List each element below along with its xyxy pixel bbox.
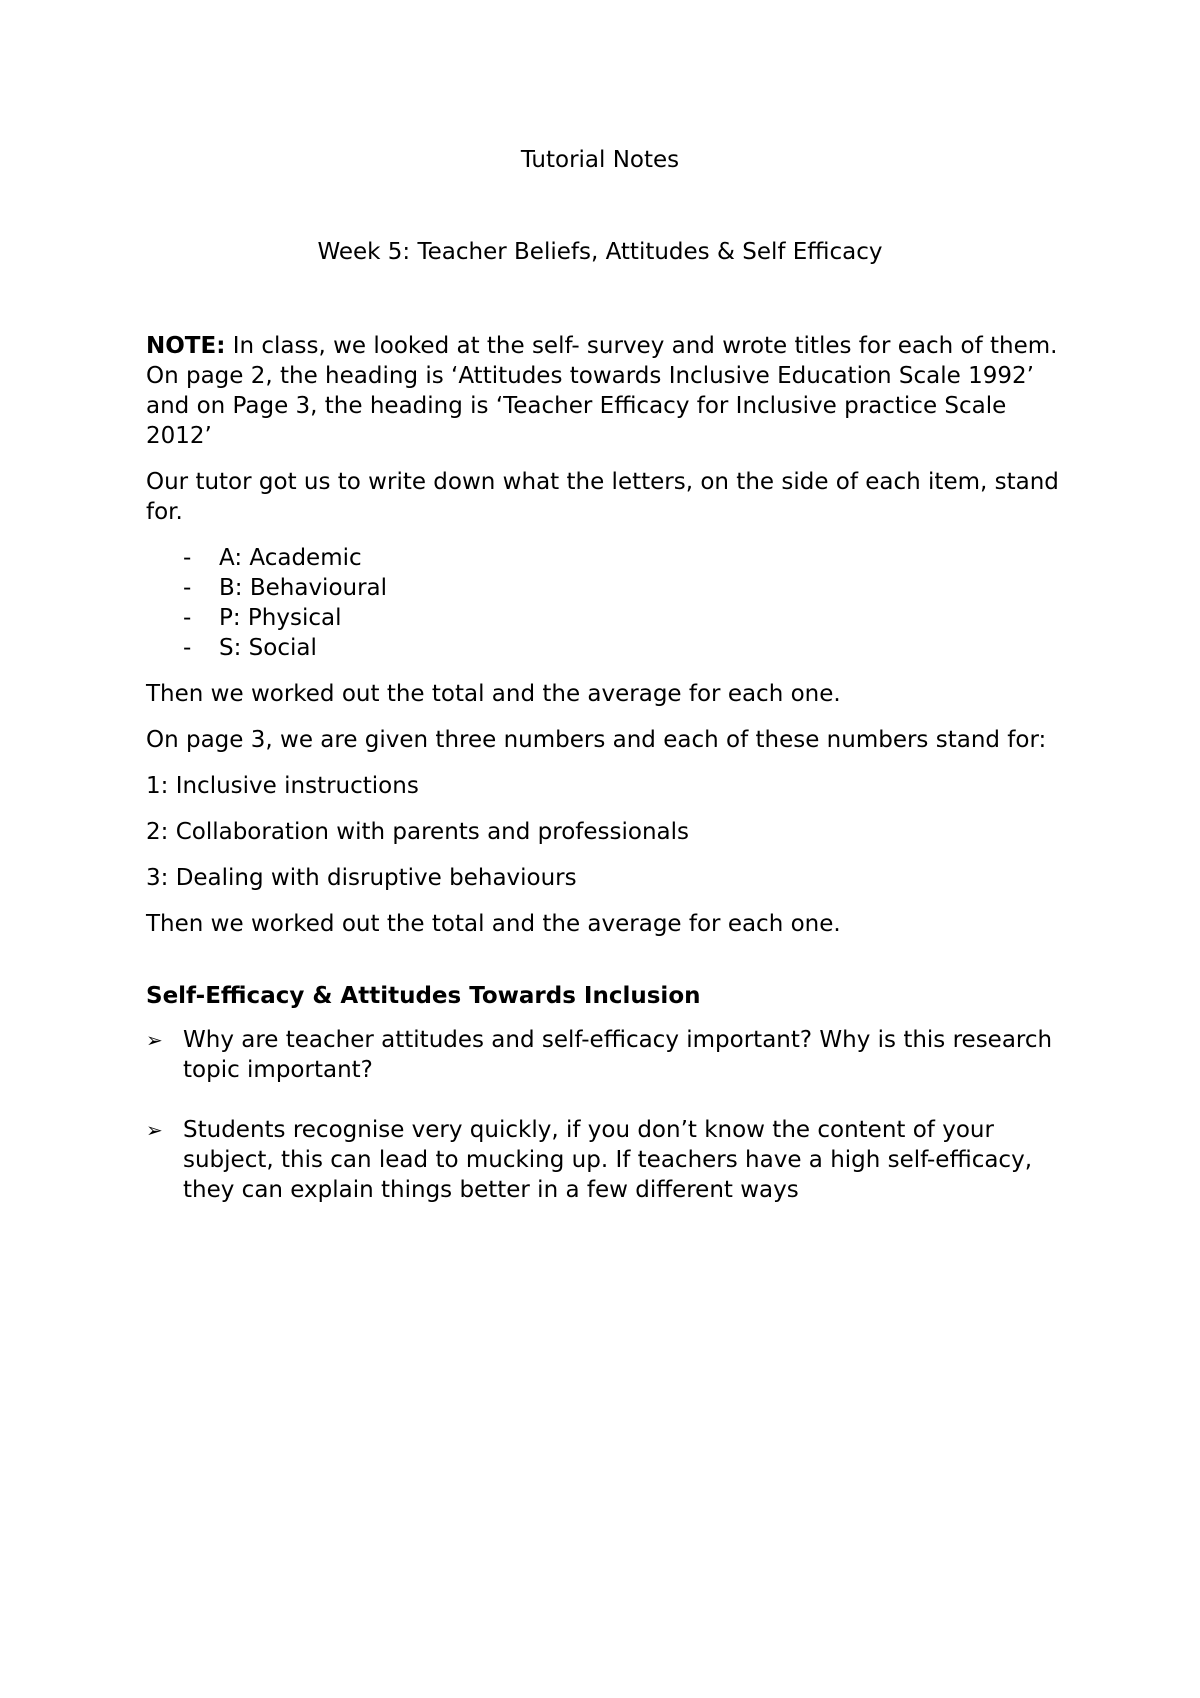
- list-item: [146, 573, 1076, 603]
- document-title: Tutorial Notes: [520, 147, 680, 173]
- total-average-paragraph: Then we worked out the total and the average for each one.: [146, 911, 841, 937]
- list-item-text: P: Physical: [219, 605, 342, 631]
- list-item-text: S: Social: [219, 635, 317, 661]
- note-label: NOTE:: [146, 333, 226, 359]
- list-item-text: Why are teacher attitudes and self-efficacy important? Why is this research topic important?: [183, 1027, 1053, 1083]
- dash-bullet: -: [183, 575, 192, 601]
- list-item: [146, 1115, 1076, 1205]
- list-item-text: B: Behavioural: [219, 575, 388, 601]
- note-paragraph: [146, 331, 1076, 451]
- letters-intro: Our tutor got us to write down what the letters, on the side of each item, stand for.: [146, 469, 1059, 525]
- list-item: [146, 603, 1076, 633]
- note-text: In class, we looked at the self- survey and wrote titles for each of them. On page 2, the heading is ‘Attitudes towards Inclusive Education Scale 1992’ and on Page 3, the heading is ‘Teacher Efficacy for Inclusive practice Scale 2012’: [146, 333, 1058, 449]
- numbers-intro: On page 3, we are given three numbers and each of these numbers stand for:: [146, 727, 1047, 753]
- dash-bullet: -: [183, 605, 192, 631]
- document-body: [146, 331, 1076, 1235]
- list-item: [146, 633, 1076, 663]
- dash-bullet: -: [183, 545, 192, 571]
- number-item: 2: Collaboration with parents and professionals: [146, 819, 690, 845]
- letters-list: [146, 543, 1076, 663]
- total-average-paragraph: Then we worked out the total and the average for each one.: [146, 681, 841, 707]
- list-item: [146, 1025, 1076, 1085]
- points-list: [146, 1025, 1076, 1205]
- list-item-text: Students recognise very quickly, if you don’t know the content of your subject, this can lead to mucking up. If teachers have a high self-efficacy, they can explain things better in a few different ways: [183, 1117, 1033, 1203]
- arrow-bullet-icon: ➢: [146, 1118, 163, 1142]
- document-subtitle: Week 5: Teacher Beliefs, Attitudes & Self Efficacy: [317, 239, 883, 265]
- section-heading: Self-Efficacy & Attitudes Towards Inclusion: [146, 983, 701, 1009]
- list-item-text: A: Academic: [219, 545, 362, 571]
- dash-bullet: -: [183, 635, 192, 661]
- number-item: 1: Inclusive instructions: [146, 773, 419, 799]
- number-item: 3: Dealing with disruptive behaviours: [146, 865, 577, 891]
- arrow-bullet-icon: ➢: [146, 1028, 163, 1052]
- list-item: [146, 543, 1076, 573]
